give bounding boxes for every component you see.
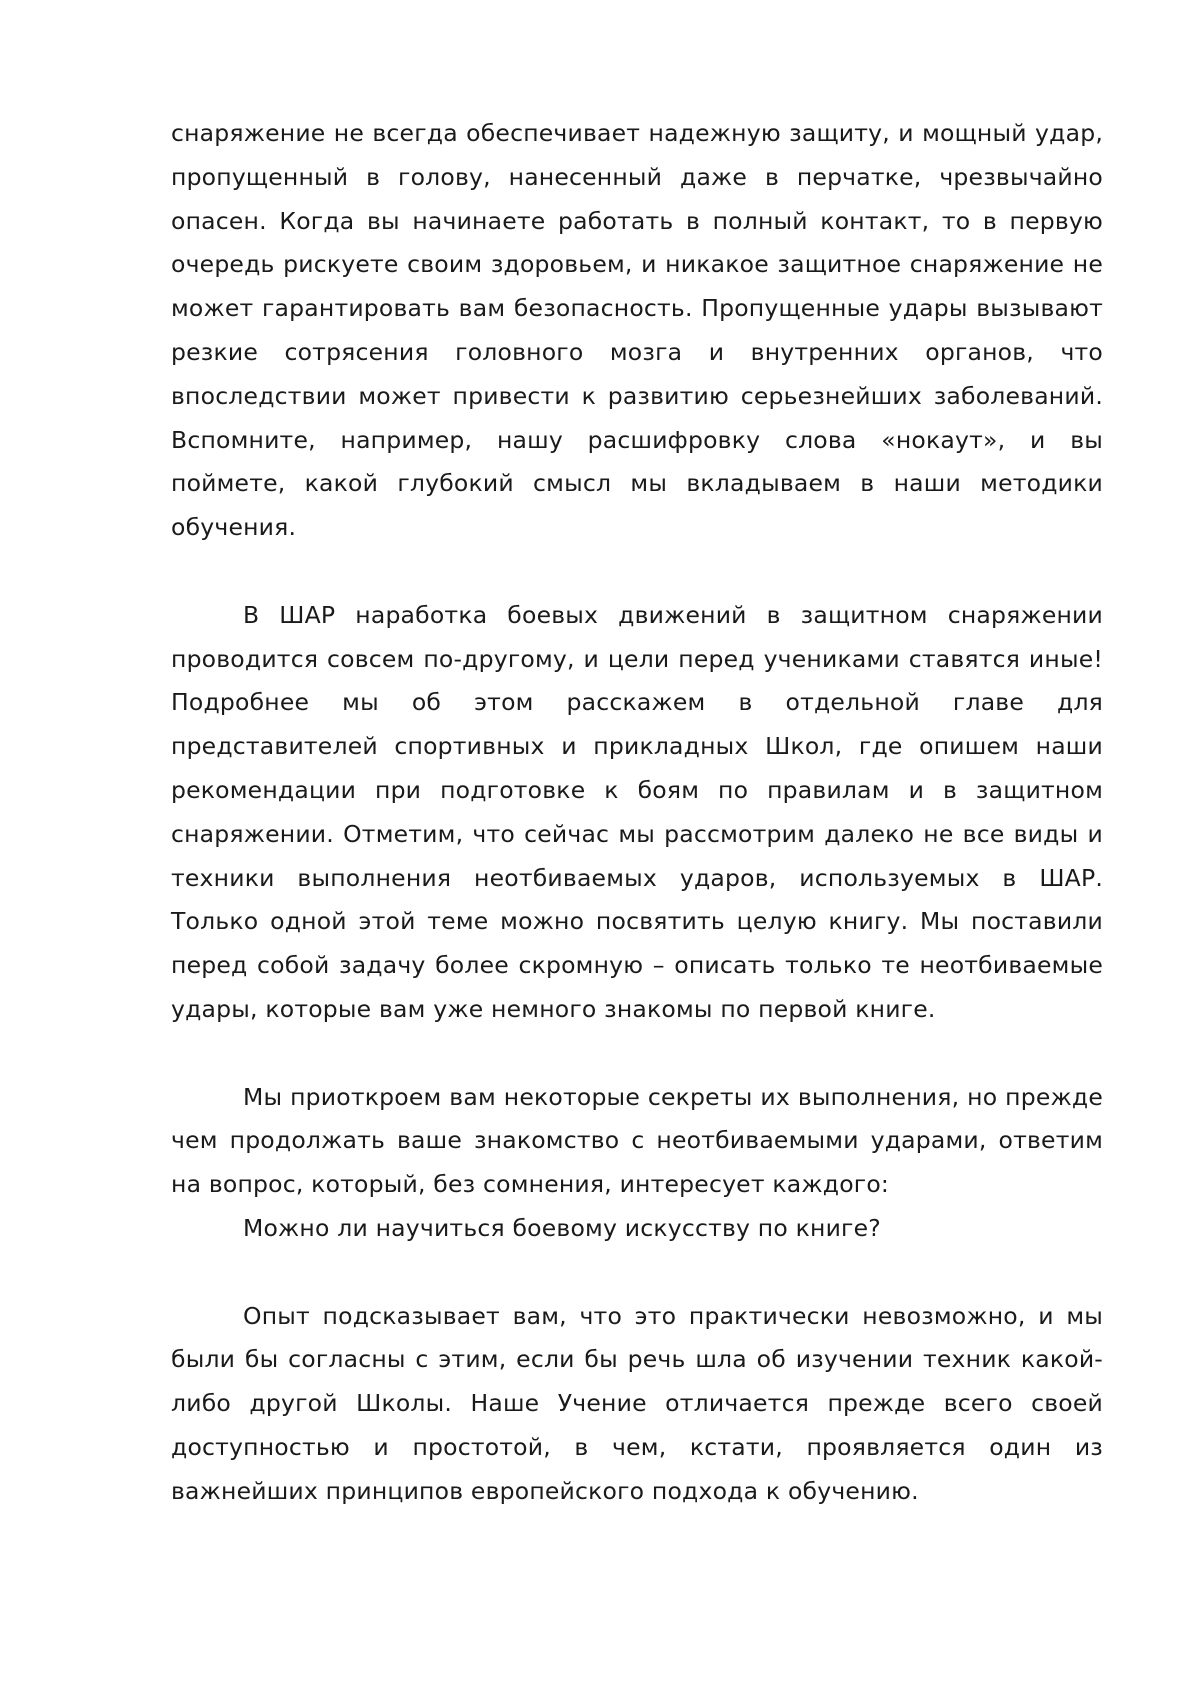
- section-question-heading: Можно ли научиться боевому искусству по книге?: [243, 1213, 881, 1242]
- paragraph-1: снаряжение не всегда обеспечивает надежную защиту, и мощный удар, пропущенный в голову, нанесенный даже в перчатке, чрезвычайно опасен. Когда вы начинаете работать в полный контакт, то в первую очередь рискуете своим здоровьем, и никакое защитное снаряжение не может гарантировать вам безопасность. Пропущенные удары вызывают резкие сотрясения головного мозга и внутренних органов, что впоследствии может привести к развитию серьезнейших заболеваний. Вспомните, например, нашу расшифровку слова «нокаут», и вы поймете, какой глубокий смысл мы вкладываем в наши методики обучения.: [171, 119, 1103, 542]
- paragraph-4: Опыт подсказывает вам, что это практически невозможно, и мы были бы согласны с этим, если бы речь шла об изучении техник какой-либо другой Школы. Наше Учение отличается прежде всего своей доступностью и простотой, в чем, кстати, проявляется один из важнейших принципов европейского подхода к обучению.: [171, 1301, 1103, 1505]
- text-column: [171, 112, 1103, 1514]
- paragraph-3: Мы приоткроем вам некоторые секреты их выполнения, но прежде чем продолжать ваше знакомство с неотбиваемыми ударами, ответим на вопрос, который, без сомнения, интересует каждого:: [171, 1082, 1103, 1199]
- paragraph-2: В ШАР наработка боевых движений в защитном снаряжении проводится совсем по-другому, и цели перед учениками ставятся иные! Подробнее мы об этом расскажем в отдельной главе для представителей спортивных и прикладных Школ, где опишем наши рекомендации при подготовке к боям по правилам и в защитном снаряжении. Отметим, что сейчас мы рассмотрим далеко не все виды и техники выполнения неотбиваемых ударов, используемых в ШАР. Только одной этой теме можно посвятить целую книгу. Мы поставили перед собой задачу более скромную – описать только те неотбиваемые удары, которые вам уже немного знакомы по первой книге.: [171, 600, 1103, 1023]
